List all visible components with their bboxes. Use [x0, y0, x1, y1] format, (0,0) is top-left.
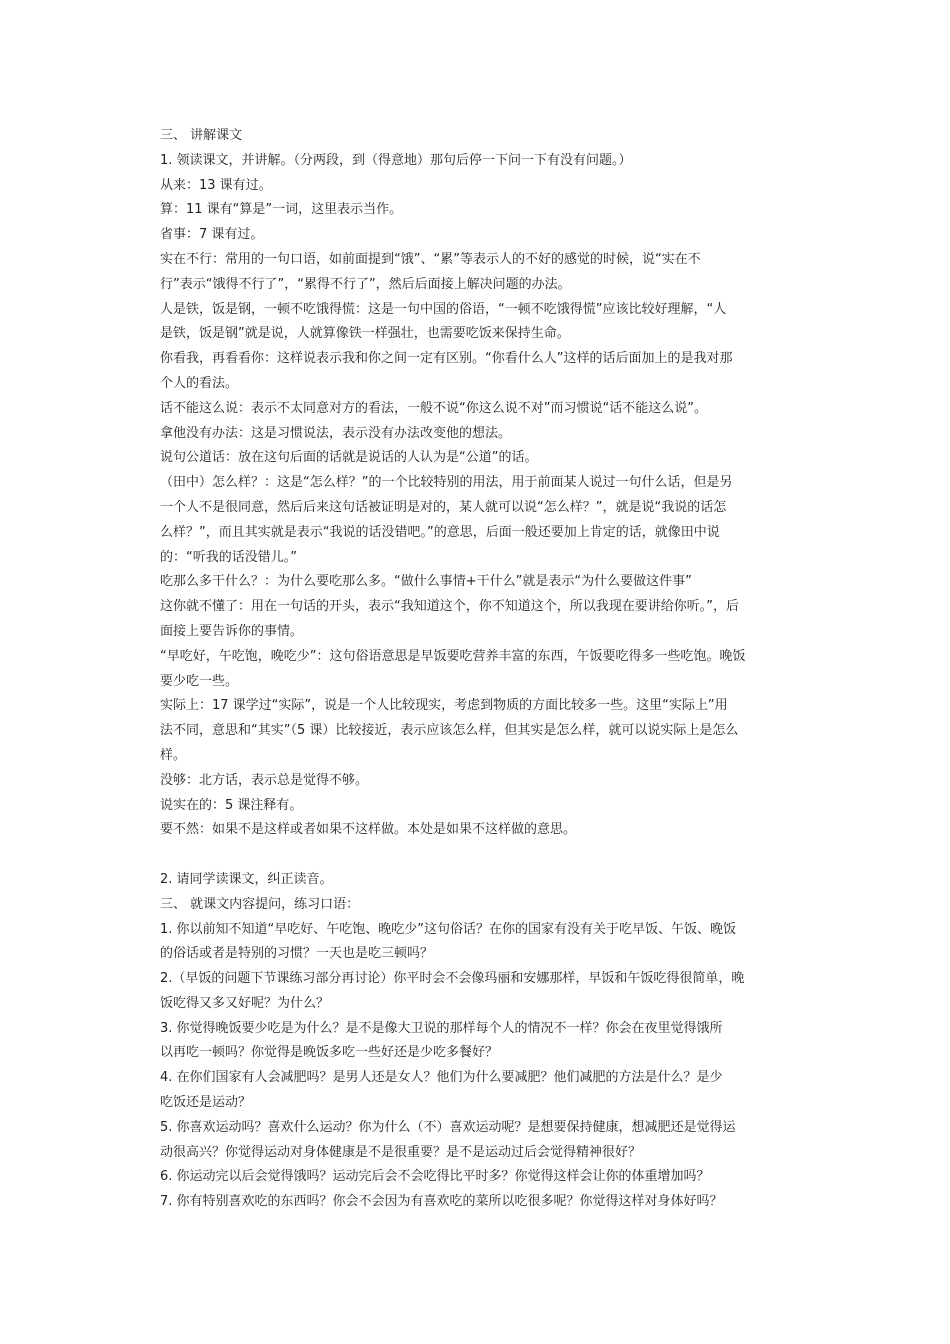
text-line: 说句公道话：放在这句后面的话就是说话的人认为是“公道”的话。: [160, 450, 538, 466]
question-line: 5. 你喜欢运动吗？喜欢什么运动？你为什么（不）喜欢运动呢？是想要保持健康，想减肥还是觉得运: [160, 1119, 736, 1135]
text-line: 省事：7 课有过。: [160, 227, 264, 243]
text-line: 一个人不是很同意，然后后来这句话被证明是对的，某人就可以说“怎么样？”，就是说“我说的话怎: [160, 499, 727, 515]
text-line: 没够：北方话，表示总是觉得不够。: [160, 772, 369, 788]
text-line: 的：“听我的话没错儿。”: [160, 549, 297, 565]
question-line: 3. 你觉得晚饭要少吃是为什么？是不是像大卫说的那样每个人的情况不一样？你会在夜里觉得饿所: [160, 1020, 723, 1036]
text-line: 要不然：如果不是这样或者如果不这样做。本处是如果不这样做的意思。: [160, 822, 577, 838]
text-line: 实际上：17 课学过“实际”，说是一个人比较现实，考虑到物质的方面比较多一些。这里“实际上”用: [160, 698, 728, 714]
reading-instruction: 2. 请同学读课文，纠正读音。: [160, 871, 333, 887]
text-line: 要少吃一些。: [160, 673, 239, 689]
question-line: 7. 你有特别喜欢吃的东西吗？你会不会因为有喜欢吃的菜所以吃很多呢？你觉得这样对身体好吗？: [160, 1194, 723, 1210]
text-line: （田中）怎么样？：这是“怎么样？”的一个比较特别的用法，用于前面某人说过一句什么话，但是另: [160, 475, 733, 491]
text-line: “早吃好，午吃饱，晚吃少”：这句俗语意思是早饭要吃营养丰富的东西，午饭要吃得多一些吃饱。晚饭: [160, 648, 746, 664]
text-line: 算：11 课有“算是”一词，这里表示当作。: [160, 202, 403, 218]
text-line: 你看我，再看看你：这样说表示我和你之间一定有区别。“你看什么人”这样的话后面加上的是我对那: [160, 351, 733, 367]
question-line: 的俗话或者是特别的习惯？一天也是吃三顿吗？: [160, 946, 434, 962]
text-line: 人是铁，饭是钢，一顿不吃饿得慌：这是一句中国的俗语，“一顿不吃饿得慌”应该比较好理解，“人: [160, 301, 727, 317]
text-line: 样。: [160, 747, 187, 763]
text-line: 拿他没有办法：这是习惯说法，表示没有办法改变他的想法。: [160, 425, 512, 441]
document-page: [160, 124, 792, 1215]
text-line: 么样？”，而且其实就是表示“我说的话没错吧。”的意思，后面一般还要加上肯定的话，就像田中说: [160, 524, 720, 540]
text-line: 面接上要告诉你的事情。: [160, 623, 304, 639]
section-heading: 三、 就课文内容提问，练习口语：: [160, 896, 360, 912]
text-line: 话不能这么说：表示不太同意对方的看法，一般不说“你这么说不对”而习惯说“话不能这么说”。: [160, 400, 707, 416]
text-line: 1. 领读课文，并讲解。（分两段，到（得意地）那句后停一下问一下有没有问题。）: [160, 152, 632, 168]
lecture-notes: [160, 149, 792, 843]
text-line: 实在不行：常用的一句口语，如前面提到“饿”、“累”等表示人的不好的感觉的时候，说“实在不: [160, 251, 701, 267]
question-line: 以再吃一顿吗？你觉得是晚饭多吃一些好还是少吃多餐好？: [160, 1045, 499, 1061]
question-line: 动很高兴？你觉得运动对身体健康是不是很重要？是不是运动过后会觉得精神很好？: [160, 1144, 642, 1160]
question-line: 饭吃得又多又好呢？为什么？: [160, 995, 330, 1011]
text-line: 说实在的：5 课注释有。: [160, 797, 303, 813]
question-line: 4. 在你们国家有人会减肥吗？是男人还是女人？他们为什么要减肥？他们减肥的方法是什么？是少: [160, 1070, 723, 1086]
text-line: 是铁，饭是钢”就是说，人就算像铁一样强壮，也需要吃饭来保持生命。: [160, 326, 570, 342]
blank-line: [160, 843, 792, 868]
text-line: 个人的看法。: [160, 375, 239, 391]
text-line: 从来：13 课有过。: [160, 177, 272, 193]
text-line: 法不同，意思和“其实”（5 课）比较接近，表示应该怎么样，但其实是怎么样，就可以说实际上是怎么: [160, 723, 739, 739]
question-line: 6. 你运动完以后会觉得饿吗？运动完后会不会吃得比平时多？你觉得这样会让你的体重增加吗？: [160, 1169, 710, 1185]
question-line: 1. 你以前知不知道“早吃好、午吃饱、晚吃少”这句俗话？在你的国家有没有关于吃早饭、午饭、晚饭: [160, 921, 737, 937]
question-line: 2.（早饭的问题下节课练习部分再讨论）你平时会不会像玛丽和安娜那样，早饭和午饭吃得很简单，晚: [160, 971, 745, 987]
text-line: 这你就不懂了：用在一句话的开头，表示“我知道这个，你不知道这个，所以我现在要讲给你听。”，后: [160, 599, 739, 615]
discussion-questions: [160, 918, 792, 1216]
text-line: 行”表示“饿得不行了”，“累得不行了”，然后后面接上解决问题的办法。: [160, 276, 571, 292]
text-line: 吃那么多干什么？：为什么要吃那么多。“做什么事情+干什么”就是表示“为什么要做这件事”: [160, 574, 692, 590]
question-line: 吃饭还是运动？: [160, 1095, 252, 1111]
section-heading: 三、 讲解课文: [160, 128, 243, 143]
